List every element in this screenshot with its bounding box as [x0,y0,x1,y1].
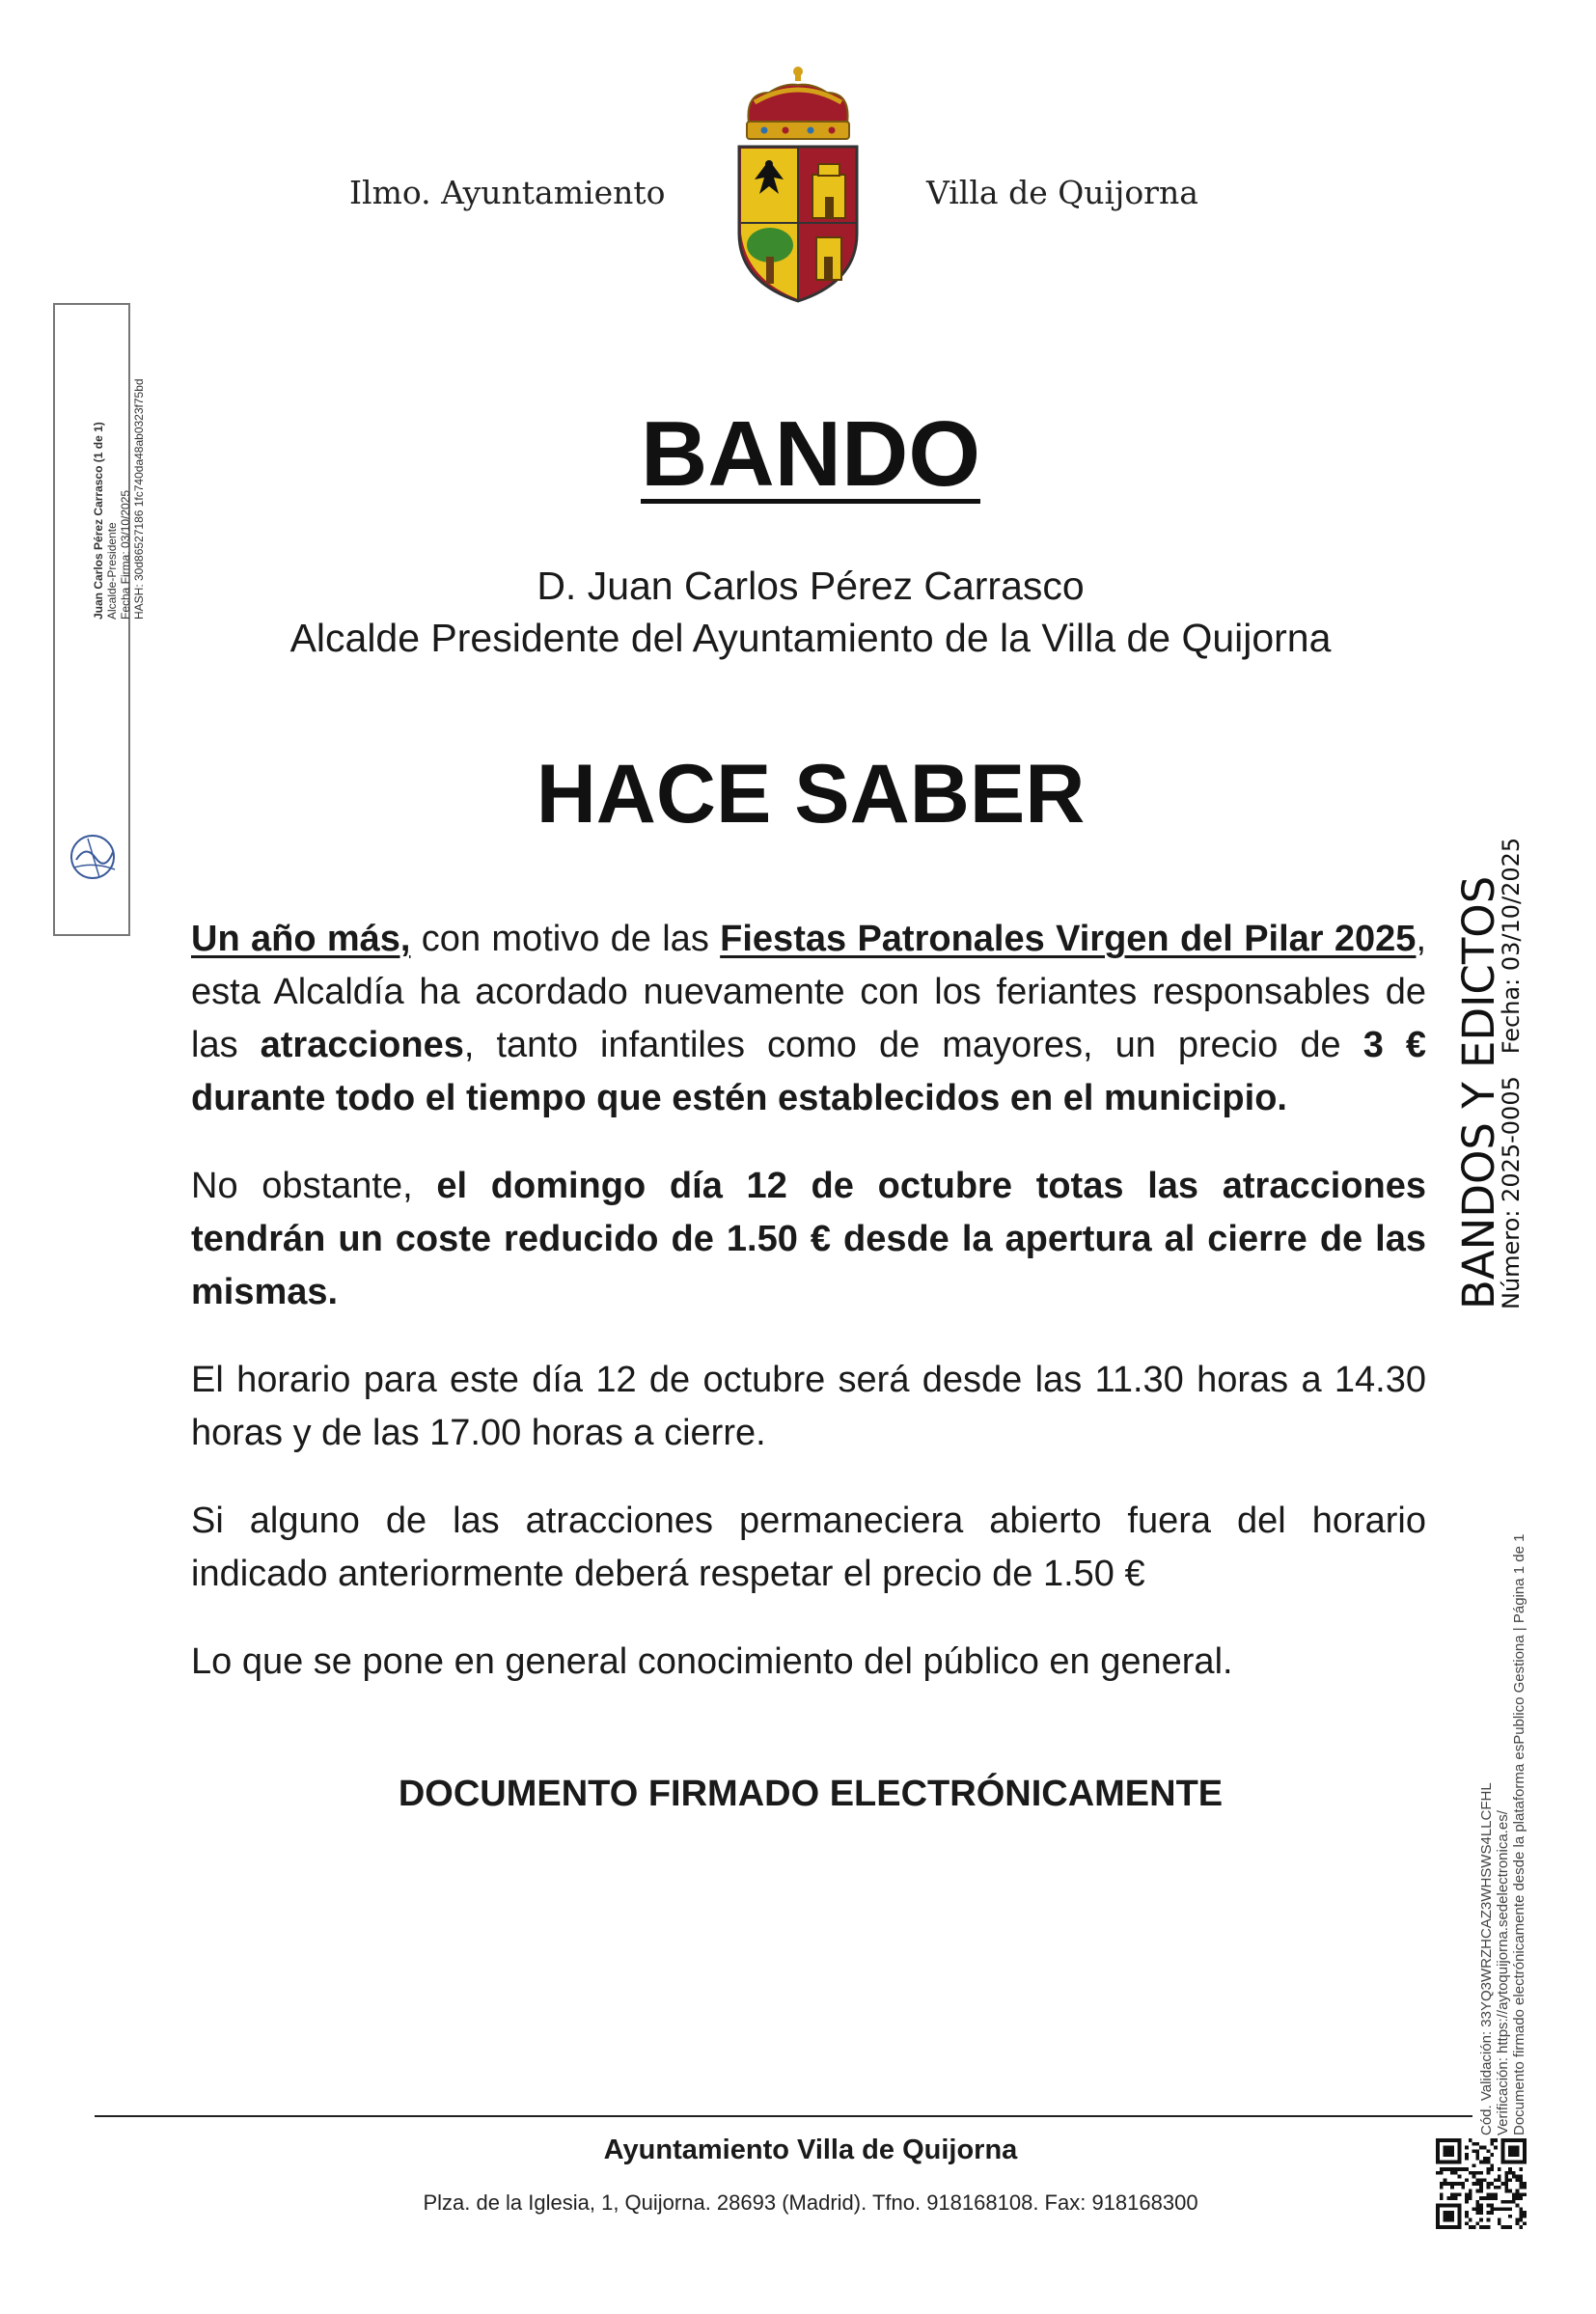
footer-name: Ayuntamiento Villa de Quijorna [603,2135,1018,2165]
signature-seal-icon [61,825,124,889]
signature-details [92,378,146,620]
qr-code-icon[interactable] [1436,2138,1527,2229]
p1-attractions: atracciones [260,1025,464,1065]
validation-strip [1478,1534,1527,2135]
document-title: BANDO [641,402,980,506]
paragraph-5: Lo que se pone en general conocimiento del público en general. [191,1641,1233,1682]
p1-festival: Fiestas Patronales Virgen del Pilar 2025 [720,919,1417,959]
stamp-title: BANDOS Y EDICTOS [1453,875,1504,1309]
stamp-number: Número: 2025-0005 [1498,1076,1525,1309]
p2-reduced-price: el domingo día 12 de octubre totas las atracciones tendrán un coste reducido de 1.50 € desde la apertura al cierre de las mismas. [191,1166,1426,1312]
paragraph-1 [191,913,1426,1125]
p1-text-c: , tanto infantiles como de mayores, un precio de [463,1025,1363,1065]
document-subtitle: HACE SABER [536,748,1086,840]
validation-url[interactable]: Verificación: https://aytoquijorna.sedelectronica.es/ [1495,1810,1511,2135]
stamp-meta [1498,838,1525,1309]
validation-code: Cód. Validación: 33YQ3WRZHCAZ3WHSWS4LLCFHL [1478,1782,1495,2135]
stamp-date: Fecha: 03/10/2025 [1498,837,1525,1055]
author-role: Alcalde Presidente del Ayuntamiento de la Villa de Quijorna [289,616,1332,660]
closing-statement: DOCUMENTO FIRMADO ELECTRÓNICAMENTE [398,1774,1224,1814]
author-name: D. Juan Carlos Pérez Carrasco [537,564,1085,608]
footer-divider [95,2115,1472,2117]
p1-intro: Un año más, [191,919,411,959]
p1-text-b: , esta Alcaldía ha acordado nuevamente con los feriantes responsables de las [191,919,1426,1065]
p1-text-a: con motivo de las [410,919,721,959]
signature-date: Fecha Firma: 03/10/2025 [119,489,132,620]
coat-of-arms-icon [735,64,861,305]
paragraph-2 [191,1160,1426,1319]
p2-text: No obstante, [191,1166,437,1206]
p1-price: 3 € durante todo el tiempo que estén establecidos en el municipio. [191,1025,1427,1118]
validation-note: Documento firmado electrónicamente desde la plataforma esPublico Gestiona | Página 1 de 1 [1511,1533,1527,2135]
signature-hash: HASH: 30d86527186 1fc740da48ab0323f75bd [132,378,146,620]
document-body [191,913,1426,1723]
header-right-text: Villa de Quijorna [926,174,1198,211]
header-left-text: Ilmo. Ayuntamiento [349,174,666,211]
signature-position: Alcalde-Presidente [105,522,119,620]
footer-address: Plza. de la Iglesia, 1, Quijorna. 28693 (Madrid). Tfno. 918168108. Fax: 918168300 [423,2190,1198,2215]
paragraph-4: Si alguno de las atracciones permaneciera abierto fuera del horario indicado anteriormente deberá respetar el precio de 1.50 € [191,1501,1426,1594]
paragraph-3: El horario para este día 12 de octubre será desde las 11.30 horas a 14.30 horas y de las 17.00 horas a cierre. [191,1360,1426,1453]
signature-signer: Juan Carlos Pérez Carrasco (1 de 1) [92,422,105,620]
